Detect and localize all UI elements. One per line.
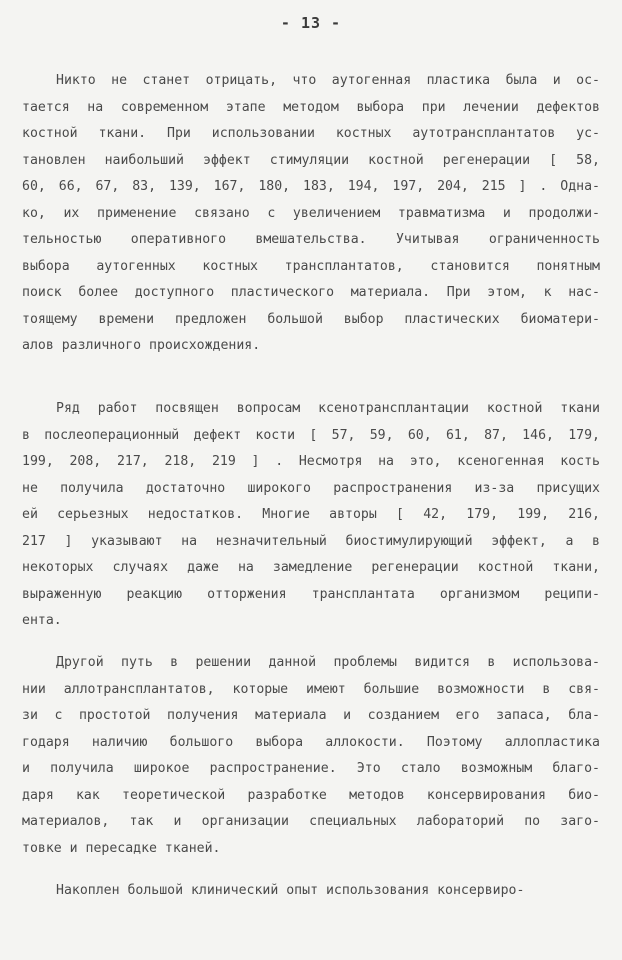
text-line: Другой путь в решении данной проблемы видится в использова- [56, 655, 600, 670]
text-line: ента. [22, 613, 62, 629]
paragraph-autogenous-plastics [22, 68, 600, 360]
text-line: тоящему времени предложен большой выбор пластических биоматери- [22, 311, 600, 327]
text-line: ко, их применение связано с увеличением травматизма и продолжи- [22, 205, 600, 221]
text-line: некоторых случаях даже на замедление регенерации костной ткани, [22, 560, 600, 576]
text-line: не получила достаточно широкого распространения из-за присущих [22, 480, 600, 496]
text-line: 199, 208, 217, 218, 219 ] . Несмотря на это, ксеногенная кость [22, 454, 600, 470]
paragraph-clinical-experience [22, 878, 600, 905]
text-line: Никто не станет отрицать, что аутогенная пластика была и ос- [56, 73, 600, 88]
text-line: Ряд работ посвящен вопросам ксенотрансплантации костной ткани [56, 401, 600, 416]
text-line: 217 ] указывают на незначительный биостимулирующий эффект, а в [22, 533, 600, 549]
text-line: нии аллотрансплантатов, которые имеют большие возможности в свя- [22, 681, 600, 697]
text-line: выбора аутогенных костных трансплантатов, становится понятным [22, 258, 600, 274]
text-line: годаря наличию большого выбора аллокости. Поэтому аллопластика [22, 734, 600, 750]
text-line: и получила широкое распространение. Это стало возможным благо- [22, 761, 600, 777]
text-line: Накоплен большой клинический опыт использования консервиро- [56, 883, 525, 898]
text-line: даря как теоретической разработке методов консервирования био- [22, 787, 600, 803]
text-line: тельностью оперативного вмешательства. Учитывая ограниченность [22, 232, 600, 248]
page-number: - 13 - [280, 14, 342, 32]
text-line: выраженную реакцию отторжения трансплантата организмом реципи- [22, 586, 600, 602]
text-line: костной ткани. При использовании костных аутотрансплантатов ус- [22, 126, 600, 142]
text-line: алов различного происхождения. [22, 338, 261, 354]
paragraph-allotransplantation [22, 650, 600, 862]
text-line: поиск более доступного пластического материала. При этом, к нас- [22, 285, 600, 301]
text-line: материалов, так и организации специальных лабораторий по заго- [22, 814, 600, 830]
text-line: ей серьезных недостатков. Многие авторы [ 42, 179, 199, 216, [22, 507, 600, 523]
text-line: тановлен наибольший эффект стимуляции костной регенерации [ 58, [22, 152, 600, 168]
text-line: тается на современном этапе методом выбора при лечении дефектов [22, 99, 600, 115]
paragraph-xenotransplantation [22, 396, 600, 635]
text-line: в послеоперационный дефект кости [ 57, 59, 60, 61, 87, 146, 179, [22, 427, 600, 443]
text-line: товке и пересадке тканей. [22, 840, 221, 856]
text-line: зи с простотой получения материала и созданием его запаса, бла- [22, 708, 600, 724]
text-line: 60, 66, 67, 83, 139, 167, 180, 183, 194, 197, 204, 215 ] . Одна- [22, 179, 600, 195]
